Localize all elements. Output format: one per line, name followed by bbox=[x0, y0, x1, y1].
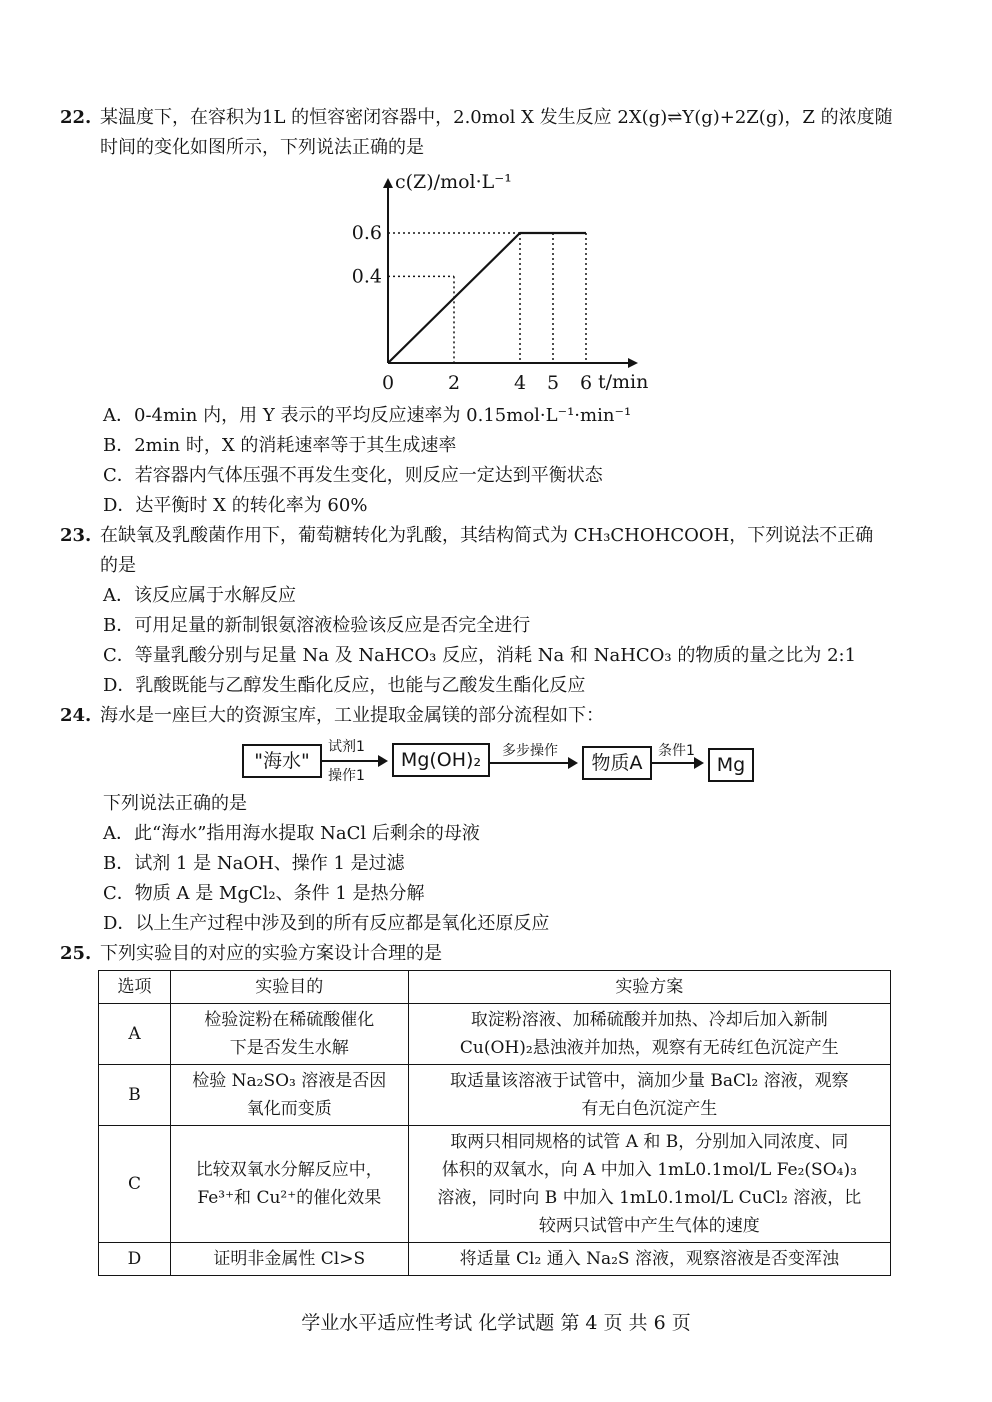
flow-label-reagent1: 试剂1 bbox=[328, 739, 365, 755]
flow-box-mgoh2: Mg(OH)₂ bbox=[392, 743, 490, 777]
chart-guides bbox=[388, 233, 586, 363]
table-row bbox=[99, 1243, 891, 1276]
y-tick-label: 0.6 bbox=[351, 222, 382, 244]
y-axis-label: c(Z)/mol·L⁻¹ bbox=[395, 171, 512, 193]
flow-box-substance-a: 物质A bbox=[582, 746, 652, 780]
flow-label-multistep: 多步操作 bbox=[502, 743, 558, 759]
concentration-chart bbox=[340, 168, 660, 398]
chart-axes bbox=[383, 178, 638, 368]
table-row bbox=[99, 1004, 891, 1065]
q25-number: 25. bbox=[60, 943, 92, 964]
table-row bbox=[99, 1126, 891, 1243]
row-option: B bbox=[99, 1065, 171, 1126]
q23-number: 23. bbox=[60, 525, 92, 546]
x-tick-label: 2 bbox=[447, 372, 461, 394]
flow-arrow-3 bbox=[652, 762, 702, 764]
table-row bbox=[99, 1065, 891, 1126]
x-tick-label: 4 bbox=[513, 372, 527, 394]
q24-number: 24. bbox=[60, 705, 92, 726]
flow-arrow-1 bbox=[322, 760, 386, 762]
series-line bbox=[388, 233, 586, 363]
row-purpose: 检验淀粉在稀硫酸催化 下是否发生水解 bbox=[170, 1004, 408, 1065]
y-tick-label: 0.4 bbox=[351, 265, 382, 288]
experiment-table bbox=[98, 970, 891, 1276]
row-option: D bbox=[99, 1243, 171, 1276]
flow-box-mg: Mg bbox=[708, 748, 754, 782]
x-axis-label: t/min bbox=[598, 371, 649, 393]
chart-series bbox=[388, 233, 586, 363]
row-plan: 取淀粉溶液、加稀硫酸并加热、冷却后加入新制 Cu(OH)₂悬浊液并加热，观察有无砖红色沉淀产生 bbox=[408, 1004, 890, 1065]
table-header-row bbox=[99, 971, 891, 1004]
x-axis-arrow bbox=[628, 358, 638, 368]
row-plan: 取两只相同规格的试管 A 和 B，分别加入同浓度、同 体积的双氧水，向 A 中加入 1mL0.1mol/L Fe₂(SO₄)₃ 溶液，同时向 B 中加入 1mL0.1mol/L CuCl₂ 溶液，比 较两只试管中产生气体的速度 bbox=[408, 1126, 890, 1243]
flow-box-seawater: "海水" bbox=[242, 744, 322, 778]
header-plan: 实验方案 bbox=[408, 971, 890, 1004]
row-purpose: 证明非金属性 Cl>S bbox=[170, 1243, 408, 1276]
y-axis-arrow bbox=[383, 178, 393, 188]
row-purpose: 比较双氧水分解反应中， Fe³⁺和 Cu²⁺的催化效果 bbox=[170, 1126, 408, 1243]
page-footer: 学业水平适应性考试 化学试题 第 4 页 共 6 页 bbox=[301, 1312, 691, 1334]
q22-number: 22. bbox=[60, 107, 92, 128]
x-tick-label: 6 bbox=[579, 372, 593, 394]
row-plan: 将适量 Cl₂ 通入 Na₂S 溶液，观察溶液是否变浑浊 bbox=[408, 1243, 890, 1276]
header-option: 选项 bbox=[99, 971, 171, 1004]
x-tick-label: 0 bbox=[381, 372, 395, 394]
flow-arrow-2 bbox=[490, 762, 576, 764]
row-plan: 取适量该溶液于试管中，滴加少量 BaCl₂ 溶液，观察 有无白色沉淀产生 bbox=[408, 1065, 890, 1126]
row-purpose: 检验 Na₂SO₃ 溶液是否因 氧化而变质 bbox=[170, 1065, 408, 1126]
exam-page: 22. 某温度下，在容积为1L 的恒容密闭容器中，2.0mol X 发生反应 2X(g)⇌Y(g)+2Z(g)，Z 的浓度随 时间的变化如图所示，下列说法正确的是 0 2 4 5 6 0.4 0.6 c(Z)/mol·L⁻¹ t/min A．0-4min 内，用 Y 表示的平均反应速率为 0.15mol·L⁻¹·min⁻¹ B．2min 时，X 的消耗速率等于其生成速率 C．若容器内气体压强不再发生变化，则反应一定达到平衡状态 D．达平衡时 X 的转化率为 60% 23. 在缺氧及乳酸菌作用下，葡萄糖转化为乳酸，其结构简式为 CH₃CHOHCOOH，下列说法不正确 的是 A．该反应属于水解反应 B．可用足量的新制银氨溶液检验该反应是否完全进行 C．等量乳酸分别与足量 Na 及 NaHCO₃ 反应，消耗 Na 和 NaHCO₃ 的物质的量之比为 2:1 D．乳酸既能与乙醇发生酯化反应，也能与乙酸发生酯化反应 24. 海水是一座巨大的资源宝库，工业提取金属镁的部分流程如下： "海水" 试剂1 操作1 Mg(OH)₂ 多步操作 物质A 条件1 Mg 下列说法正确的是 A．此“海水”指用海水提取 NaCl 后剩余的母液 B．试剂 1 是 NaOH、操作 1 是过滤 C．物质 A 是 MgCl₂、条件 1 是热分解 D．以上生产过程中涉及到的所有反应都是氧化还原反应 25. 下列实验目的对应的实验方案设计合理的是 选项 实验目的 实验方案 A 检验淀粉在稀硫酸催化 下是否发生水解 取淀粉溶液、加稀硫酸并加热、冷却后加入新制 Cu(OH)₂悬浊液并加热，观察有无砖红色沉淀产生 B 检验 Na₂SO₃ 溶液是否因 氧化而变质 取适量该溶液于试管中，滴加少量 BaCl₂ 溶液，观察 有无白色沉淀产生 C 比较双氧水分解反应中， Fe³⁺和 Cu²⁺的催化效果 取两只相同规格的试管 A 和 B，分别加入同浓度、同 体积的双氧水，向 A 中加入 1mL0.1mol/L Fe₂(SO₄)₃ 溶液，同时向 B 中加入 1mL0.1mol/L CuCl₂ 溶液，比 较两只试管中产生气体的速度 D 证明非金属性 Cl>S 将适量 Cl₂ 通入 Na₂S 溶液，观察溶液是否变浑浊 学业水平适应性考试 化学试题 第 4 页 共 6 页 bbox=[0, 0, 992, 1402]
flow-label-operation1: 操作1 bbox=[328, 768, 365, 784]
flow-label-condition1: 条件1 bbox=[658, 743, 695, 759]
row-option: C bbox=[99, 1126, 171, 1243]
x-tick-label: 5 bbox=[546, 372, 560, 394]
header-purpose: 实验目的 bbox=[170, 971, 408, 1004]
row-option: A bbox=[99, 1004, 171, 1065]
